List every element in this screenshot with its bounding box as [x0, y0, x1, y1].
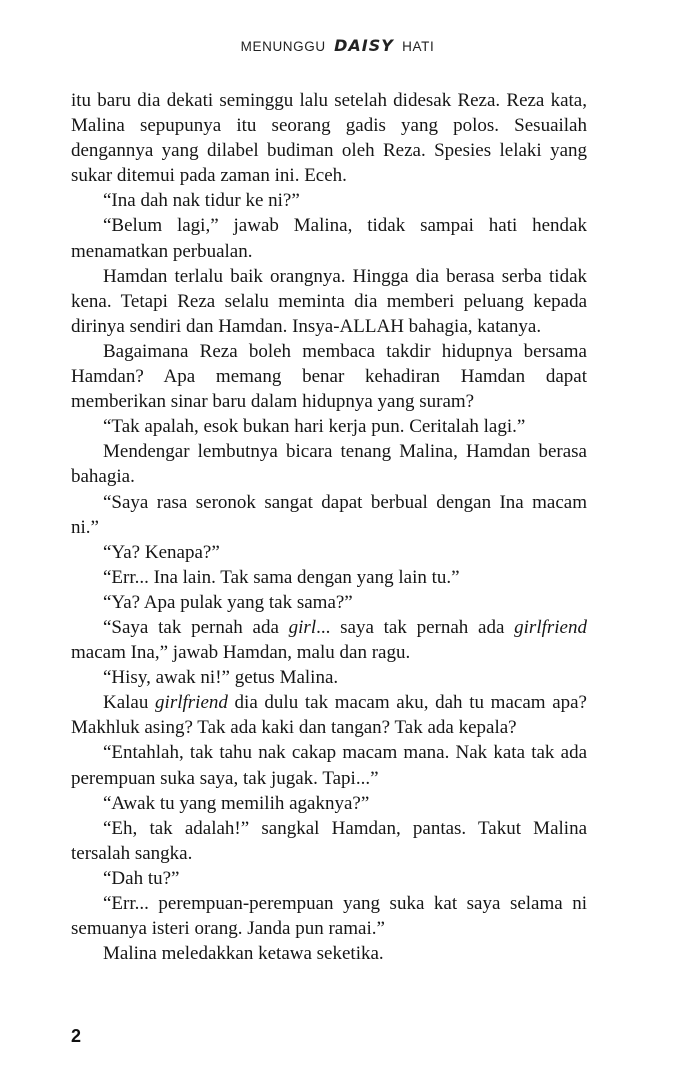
paragraph: Hamdan terlalu baik orangnya. Hingga dia berasa serba tidak kena. Tetapi Reza selalu meminta dia memberi peluang kepada dirinya sendiri dan Hamdan. Insya-ALLAH bahagia, katanya. — [71, 265, 587, 337]
paragraph: Bagaimana Reza boleh membaca takdir hidupnya bersama Hamdan? Apa memang benar kehadiran Hamdan dapat memberikan sinar baru dalam hidupnya yang suram? — [71, 340, 587, 413]
paragraph: “Ya? Kenapa?” — [103, 541, 220, 563]
running-header — [0, 36, 675, 55]
paragraph: “Dah tu?” — [103, 867, 180, 889]
text-run: Kalau — [103, 692, 156, 714]
paragraph: itu baru dia dekati seminggu lalu setelah didesak Reza. Reza kata, Malina sepupunya itu seorang gadis yang polos. Sesuailah dengannya yang dilabel budiman oleh Reza. Spesies lelaki yang sukar ditemui pada zaman ini. Eceh. — [71, 90, 587, 187]
italic-text: girl — [288, 616, 317, 638]
header-title-right: HATI — [402, 39, 435, 54]
paragraph: “Err... Ina lain. Tak sama dengan yang lain tu.” — [103, 566, 460, 588]
italic-text: girlfriend — [514, 616, 587, 638]
paragraph: “Err... perempuan-perempuan yang suka kat saya selama ni semuanya isteri orang. Janda pun ramai.” — [71, 893, 587, 940]
paragraph: “Ya? Apa pulak yang tak sama?” — [103, 591, 353, 613]
paragraph: “Entahlah, tak tahu nak cakap macam mana. Nak kata tak ada perempuan suka saya, tak jugak. Tapi...” — [71, 742, 587, 789]
paragraph: Mendengar lembutnya bicara tenang Malina, Hamdan berasa bahagia. — [71, 441, 587, 488]
header-title-logo: DAISY — [334, 36, 394, 55]
text-run: macam Ina,” jawab Hamdan, malu dan ragu. — [71, 642, 411, 664]
paragraph — [71, 615, 587, 665]
paragraph: “Saya rasa seronok sangat dapat berbual dengan Ina macam ni.” — [71, 491, 587, 538]
paragraph: Malina meledakkan ketawa seketika. — [103, 943, 384, 965]
paragraph: “Eh, tak adalah!” sangkal Hamdan, pantas. Takut Malina tersalah sangka. — [71, 817, 587, 864]
paragraph — [71, 690, 587, 740]
paragraph: “Tak apalah, esok bukan hari kerja pun. Ceritalah lagi.” — [103, 416, 526, 438]
page-number: 2 — [71, 1026, 82, 1046]
text-run: ... saya tak pernah ada — [316, 616, 515, 638]
header-title-left: MENUNGGU — [240, 39, 326, 54]
text-run: dia dulu tak macam aku, dah tu macam apa? Makhluk asing? Tak ada kaki dan tangan? Tak ada kepala? — [71, 692, 587, 739]
body-text — [71, 88, 587, 966]
paragraph: “Belum lagi,” jawab Malina, tidak sampai hati hendak menamatkan perbualan. — [71, 215, 587, 262]
paragraph: “Awak tu yang memilih agaknya?” — [103, 792, 370, 814]
paragraph: “Hisy, awak ni!” getus Malina. — [103, 667, 339, 689]
paragraph: “Ina dah nak tidur ke ni?” — [103, 190, 300, 212]
text-run: “Saya tak pernah ada — [103, 616, 289, 638]
italic-text: girlfriend — [155, 692, 228, 714]
